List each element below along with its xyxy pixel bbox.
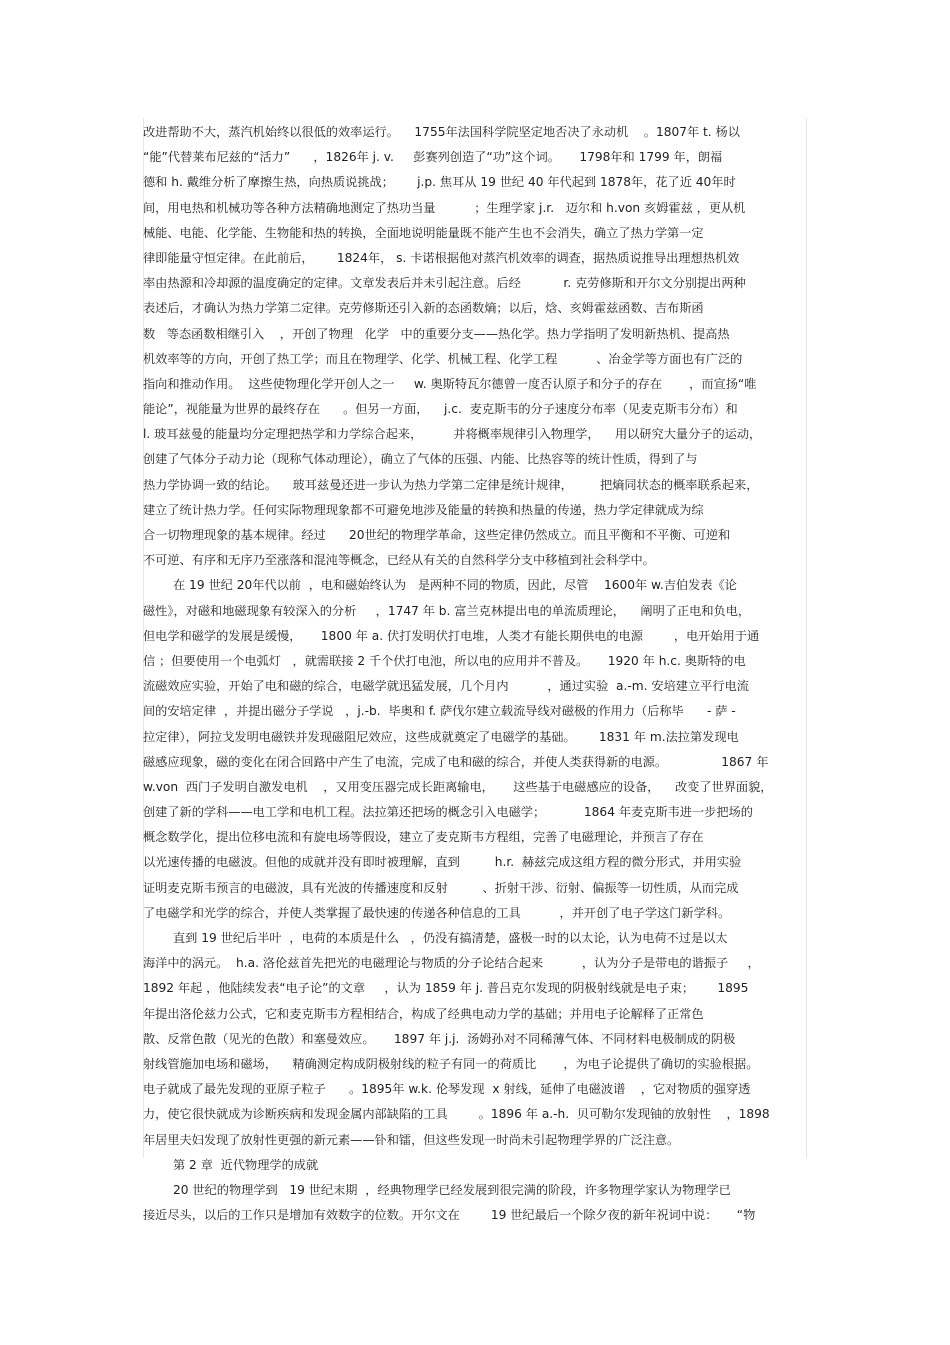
- text-line: 以光速传播的电磁波。但他的成就并没有即时被理解，直到 h.r. 赫兹完成这组方程的微分形式，并用实验: [143, 855, 742, 870]
- text-line: 间的安培定律 ，并提出磁分子学说 ，j.-b. 毕奥和 f. 萨伐尔建立载流导线对磁极的作用力（后称毕 - 萨 -: [143, 704, 736, 719]
- text-line: 表述后，才确认为热力学第二定律。克劳修斯还引入新的态函数熵；以后，焓、亥姆霍兹函数、吉布斯函: [143, 301, 704, 316]
- text-line: 数 等态函数相继引入 ，开创了物理 化学 中的重要分支——热化学。热力学指明了发明新热机、提高热: [143, 326, 730, 341]
- text-line: 电子就成了最先发现的亚原子粒子 。1895年 w.k. 伦琴发现 x 射线，延伸了电磁波谱 ，它对物质的强穿透: [143, 1082, 751, 1097]
- text-line: 信 ；但要使用一个电弧灯 ，就需联接 2 千个伏打电池，所以电的应用并不普及。 1920 年 h.c. 奥斯特的电: [143, 653, 746, 668]
- text-line: 年居里夫妇发现了放射性更强的新元素——钋和镭，但这些发现一时尚未引起物理学界的广泛注意。: [143, 1132, 680, 1147]
- text-line: l. 玻耳兹曼的能量均分定理把热学和力学综合起来， 并将概率规律引入物理学， 用以研究大量分子的运动，: [143, 427, 762, 442]
- text-line: 力，使它很快就成为诊断疾病和发现金属内部缺陷的工具 。1896 年 a.-h. 贝可勒尔发现铀的放射性 ，1898: [143, 1107, 770, 1122]
- text-line: 械能、电能、化学能、生物能和热的转换，全面地说明能量既不能产生也不会消失，确立了热力学第一定: [143, 225, 704, 240]
- text-line: 射线管施加电场和磁场， 精确测定构成阴极射线的粒子有同一的荷质比 ，为电子论提供了确切的实验根据。: [143, 1056, 759, 1071]
- chapter-heading: 第 2 章 近代物理学的成就: [173, 1157, 319, 1172]
- text-line: 建立了统计热力学。任何实际物理现象都不可避免地涉及能量的转换和热量的传递，热力学定律就成为综: [143, 502, 704, 517]
- text-line: 能论”，视能量为世界的最终存在 。但另一方面， j.c. 麦克斯韦的分子速度分布率（见麦克斯韦分布）和: [143, 402, 738, 417]
- text-line: 接近尽头，以后的工作只是增加有效数字的位数。开尔文在 19 世纪最后一个除夕夜的新年祝词中说： “物: [143, 1208, 756, 1223]
- text-line: 不可逆、有序和无序乃至涨落和混沌等概念，已经从有关的自然科学分支中移植到社会科学中。: [143, 553, 655, 568]
- text-line: 率由热源和冷却源的温度确定的定律。文章发表后并未引起注意。后经 r. 克劳修斯和开尔文分别提出两种: [143, 276, 746, 291]
- text-line: 证明麦克斯韦预言的电磁波，具有光波的传播速度和反射 、折射干涉、衍射、偏振等一切性质，从而完成: [143, 880, 739, 895]
- text-line: 散、反常色散（见光的色散）和塞曼效应。 1897 年 j.j. 汤姆孙对不同稀薄气体、不同材料电极制成的阴极: [143, 1031, 736, 1046]
- text-line: 流磁效应实验，开始了电和磁的综合，电磁学就迅猛发展，几个月内 ，通过实验 a.-m. 安培建立平行电流: [143, 679, 749, 694]
- text-line: 指向和推动作用。 这些使物理化学开创人之一 w. 奥斯特瓦尔德曾一度否认原子和分子的存在 ，而宣扬“唯: [143, 376, 757, 391]
- paragraph-start-line: 20 世纪的物理学到 19 世纪末期 ，经典物理学已经发展到很完满的阶段，许多物理学家认为物理学已: [173, 1182, 731, 1197]
- text-line: 概念数学化，提出位移电流和有旋电场等假设，建立了麦克斯韦方程组，完善了电磁理论，并预言了存在: [143, 830, 704, 845]
- text-line: “能”代替莱布尼兹的“活力” ，1826年 j. v. 彭赛列创造了“功”这个词。 1798年和 1799 年，朗福: [143, 150, 723, 165]
- text-line: 机效率等的方向，开创了热工学；而且在物理学、化学、机械工程、化学工程 、冶金学等方面也有广泛的: [143, 351, 743, 366]
- text-line: 海洋中的涡元。 h.a. 洛伦兹首先把光的电磁理论与物质的分子论结合起来 ，认为分子是带电的谐振子 ，: [143, 956, 760, 971]
- paragraph-start-line: 直到 19 世纪后半叶 ，电荷的本质是什么 ，仍没有搞清楚，盛极一时的以太论，认为电荷不过是以太: [173, 931, 728, 945]
- text-line: 年提出洛伦兹力公式，它和麦克斯韦方程相结合，构成了经典电动力学的基础；并用电子论解释了正常色: [143, 1006, 704, 1021]
- text-line: 了电磁学和光学的综合，并使人类掌握了最快速的传递各种信息的工具 ，并开创了电子学这门新学科。: [143, 905, 731, 920]
- body-text: [143, 120, 808, 1228]
- text-line: w.von 西门子发明自激发电机 ，又用变压器完成长距离输电， 这些基于电磁感应的设备， 改变了世界面貌，: [143, 779, 773, 794]
- text-line: 间，用电热和机械功等各种方法精确地测定了热功当量 ；生理学家 j.r. 迈尔和 h.von 亥姆霍兹 ，更从机: [143, 200, 746, 215]
- text-line: 德和 h. 戴维分析了摩擦生热，向热质说挑战； j.p. 焦耳从 19 世纪 40 年代起到 1878年，花了近 40年时: [143, 175, 736, 190]
- text-line: 改进帮助不大，蒸汽机始终以很低的效率运行。 1755年法国科学院坚定地否决了永动机 。1807年 t. 杨以: [143, 125, 740, 139]
- paragraph-start-line: 在 19 世纪 20年代以前 ，电和磁始终认为 是两种不同的物质，因此，尽管 1600年 w.吉伯发表《论: [173, 578, 737, 593]
- text-line: 合一切物理现象的基本规律。经过 20世纪的物理学革命，这些定律仍然成立。而且平衡和不平衡、可逆和: [143, 528, 731, 542]
- text-line: 1892 年起 ，他陆续发表“电子论”的文章 ，认为 1859 年 j. 普吕克尔发现的阴极射线就是电子束； 1895: [143, 981, 749, 996]
- text-line: 创建了气体分子动力论（现称气体动理论），确立了气体的压强、内能、比热容等的统计性质，得到了与: [143, 452, 698, 467]
- text-line: 创建了新的学科——电工学和电机工程。法拉第还把场的概念引入电磁学； 1864 年麦克斯韦进一步把场的: [143, 805, 753, 820]
- text-line: 磁感应现象，磁的变化在闭合回路中产生了电流，完成了电和磁的综合，并使人类获得新的电源。 1867 年: [143, 754, 769, 769]
- text-line: 热力学协调一致的结论。 玻耳兹曼还进一步认为热力学第二定律是统计规律， 把熵同状态的概率联系起来，: [143, 477, 759, 492]
- text-line: 磁性》，对磁和地磁现象有较深入的分析 ，1747 年 b. 富兰克林提出电的单流质理论， 阐明了正电和负电，: [143, 603, 751, 618]
- text-line: 但电学和磁学的发展是缓慢， 1800 年 a. 伏打发明伏打电堆，人类才有能长期供电的电源 ，电开始用于通: [143, 628, 760, 643]
- text-line: 拉定律），阿拉戈发明电磁铁并发现磁阻尼效应，这些成就奠定了电磁学的基础。 1831 年 m.法拉第发现电: [143, 729, 739, 744]
- text-line: 律即能量守恒定律。在此前后， 1824年， s. 卡诺根据他对蒸汽机效率的调查，据热质说推导出理想热机效: [143, 250, 740, 265]
